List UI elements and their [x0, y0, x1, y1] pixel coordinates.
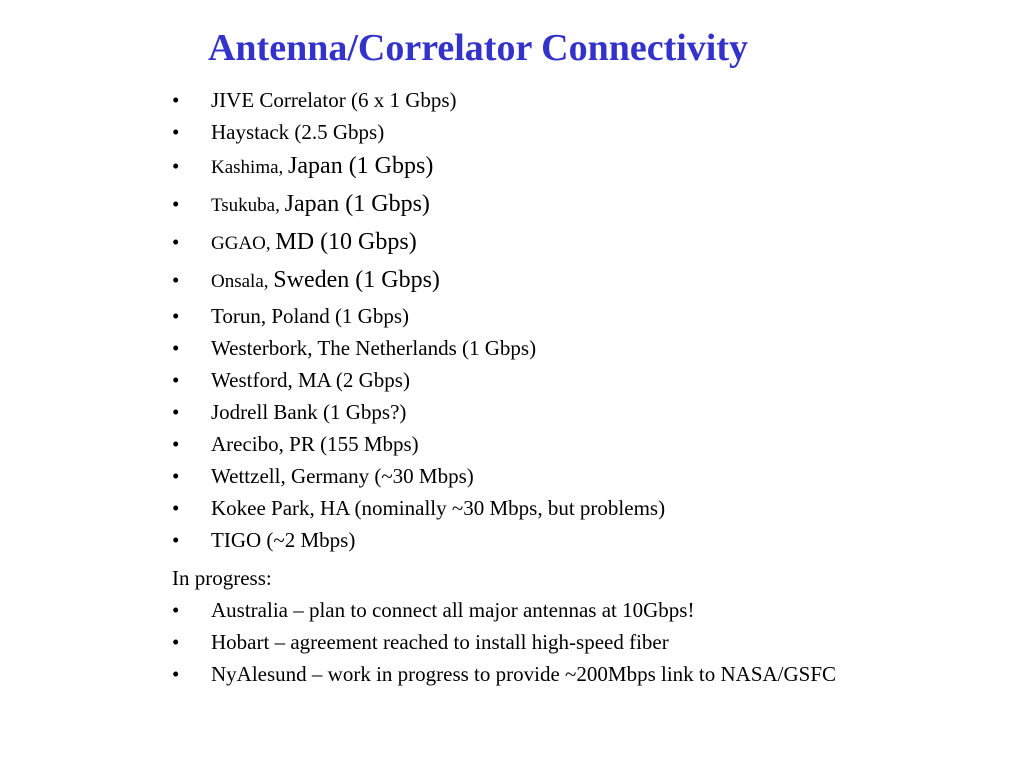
item-text: Jodrell Bank (1 Gbps?)	[211, 400, 407, 424]
item-text-small: Kashima,	[211, 157, 289, 178]
list-item-ggao	[172, 224, 992, 262]
list-item-jive	[172, 84, 992, 116]
slide-title: Antenna/Correlator Connectivity	[207, 27, 749, 69]
bullet: •	[172, 368, 180, 392]
list-item-kashima	[172, 148, 992, 186]
bullet: •	[172, 630, 180, 654]
bullet: •	[172, 120, 180, 144]
item-text-small: Onsala,	[211, 271, 274, 292]
list-item-westford	[172, 364, 992, 396]
item-text: Westerbork, The Netherlands (1 Gbps)	[211, 336, 537, 360]
connectivity-list	[172, 84, 992, 556]
item-text-large: Japan (1 Gbps)	[284, 191, 430, 217]
bullet: •	[172, 432, 180, 456]
bullet: •	[172, 400, 180, 424]
bullet: •	[172, 464, 180, 488]
list-item-australia	[172, 594, 992, 626]
list-item-kokee-park	[172, 492, 992, 524]
item-text: Westford, MA (2 Gbps)	[211, 368, 410, 392]
item-text: Hobart – agreement reached to install high-speed fiber	[211, 630, 669, 654]
bullet: •	[172, 304, 180, 328]
list-item-arecibo	[172, 428, 992, 460]
item-text-large: Sweden (1 Gbps)	[273, 267, 440, 293]
list-item-jodrell-bank	[172, 396, 992, 428]
item-text: Arecibo, PR (155 Mbps)	[211, 432, 419, 456]
list-item-tsukuba	[172, 186, 992, 224]
list-item-onsala	[172, 262, 992, 300]
bullet: •	[172, 662, 180, 686]
list-item-haystack	[172, 116, 992, 148]
bullet: •	[172, 88, 180, 112]
in-progress-list	[172, 594, 992, 690]
item-text-large: Japan (1 Gbps)	[288, 153, 434, 179]
item-text: Kokee Park, HA (nominally ~30 Mbps, but problems)	[211, 496, 666, 520]
in-progress-heading: In progress:	[172, 566, 272, 590]
list-item-wettzell	[172, 460, 992, 492]
item-text-large: MD (10 Gbps)	[275, 229, 417, 255]
bullet: •	[172, 192, 180, 216]
bullet: •	[172, 230, 180, 254]
bullet: •	[172, 154, 180, 178]
list-item-tigo	[172, 524, 992, 556]
bullet: •	[172, 336, 180, 360]
item-text: Torun, Poland (1 Gbps)	[211, 304, 410, 328]
list-item-torun	[172, 300, 992, 332]
item-text: NyAlesund – work in progress to provide ~200Mbps link to NASA/GSFC	[211, 662, 837, 686]
item-text: Wettzell, Germany (~30 Mbps)	[211, 464, 474, 488]
list-item-westerbork	[172, 332, 992, 364]
item-text: Haystack (2.5 Gbps)	[211, 120, 385, 144]
list-item-hobart	[172, 626, 992, 658]
item-text: TIGO (~2 Mbps)	[211, 528, 356, 552]
bullet: •	[172, 268, 180, 292]
bullet: •	[172, 496, 180, 520]
bullet: •	[172, 528, 180, 552]
item-text-small: Tsukuba,	[211, 195, 285, 216]
item-text-small: GGAO,	[211, 233, 276, 254]
item-text: Australia – plan to connect all major antennas at 10Gbps!	[211, 598, 695, 622]
item-text: JIVE Correlator (6 x 1 Gbps)	[211, 88, 457, 112]
list-item-nyalesund	[172, 658, 992, 690]
bullet: •	[172, 598, 180, 622]
